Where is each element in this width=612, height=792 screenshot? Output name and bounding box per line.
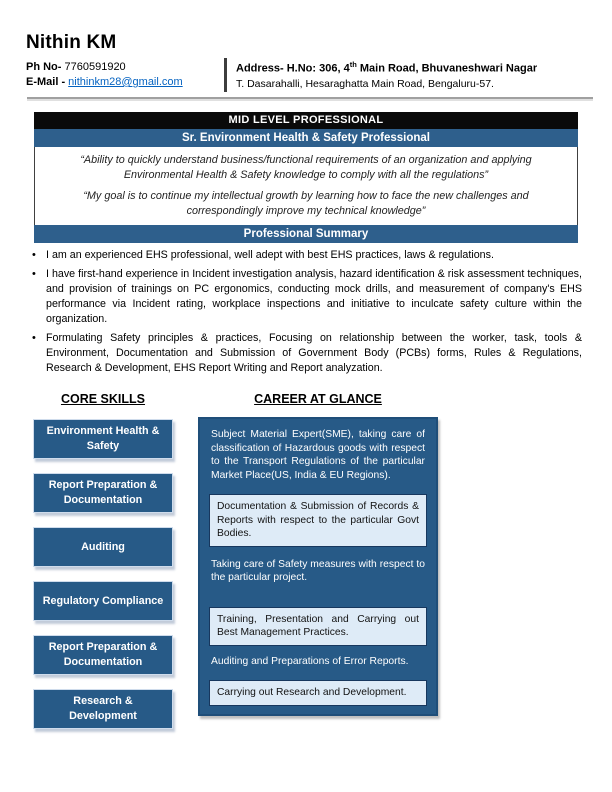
ordinal-suffix: th [349,60,357,69]
skill-box: Regulatory Compliance [33,581,173,621]
core-skills-column [33,392,173,743]
career-item: Auditing and Preparations of Error Reports. [211,655,409,667]
contact-divider [224,58,227,92]
candidate-name: Nithin KM [26,32,117,53]
summary-list [30,248,582,380]
career-container [198,417,438,716]
summary-bullet: • I am an experienced EHS professional, well adept with best EHS practices, laws & regulations. [30,248,582,263]
career-item: Carrying out Research and Development. [209,680,427,706]
core-skills-heading: CORE SKILLS [60,392,146,406]
skill-box: Report Preparation & Documentation [33,635,173,675]
address-block [236,57,588,92]
summary-bullet: • Formulating Safety principles & practices, Focusing on relationship between the worker, task, tools & Environment, Documentation and Submission of Government Body (PCBs) forms, Rules & Regulations, Research & Development, EHS Report Writing and Report analyzation. [30,331,582,376]
phone-label: Ph No- [26,61,65,73]
career-column [198,392,438,716]
role-banner: Sr. Environment Health & Safety Professional [34,129,578,147]
skill-box: Environment Health & Safety [33,419,173,459]
header-divider-rule [27,97,593,99]
skill-box: Research & Development [33,689,173,729]
career-item: Training, Presentation and Carrying out Best Management Practices. [209,607,427,646]
address-line2: T. Dasarahalli, Hesaraghatta Main Road, Bengaluru-57. [236,77,494,90]
title-block [34,112,578,227]
email-link[interactable]: nithinkm28@gmail.com [68,76,183,88]
phone-value: 7760591920 [64,61,126,73]
summary-banner: Professional Summary [34,225,578,243]
quote-2: “My goal is to continue my intellectual growth by learning how to face the new challenges and correspondingly improve my technical knowledge” [83,190,529,217]
quote-box [34,147,578,227]
level-banner: MID LEVEL PROFESSIONAL [34,112,578,129]
phone-line [26,60,222,75]
career-item: Subject Material Expert(SME), taking care of classification of Hazardous goods with respect to the Transport Regulations of the particular Market Place(US, India & EU Regions). [211,429,425,481]
email-line [26,75,222,90]
address-line1: Address- H.No: 306, 4th Main Road, Bhuvaneshwari Nagar [236,60,538,75]
career-item: Taking care of Safety measures with respect to the particular project. [211,558,425,583]
skill-box: Report Preparation & Documentation [33,473,173,513]
email-label: E-Mail - [26,76,69,88]
quote-1: “Ability to quickly understand business/functional requirements of an organization and applying Environmental Health & Safety knowledge to comply with all the regulations” [80,154,532,181]
summary-bullet: • I have first-hand experience in Incident investigation analysis, hazard identification & risk assessment techniques, and provision of trainings on PC ergonomics, conducting mock drills, and measurement of company's EHS performance via Incident rating, workplace inspections and initiative to inculcate safety culture within the organization. [30,267,582,327]
skill-box: Auditing [33,527,173,567]
contact-block [26,60,222,90]
career-item: Documentation & Submission of Records & Reports with respect to the particular Govt Bodies. [209,494,427,547]
career-heading: CAREER AT GLANCE [254,392,382,406]
